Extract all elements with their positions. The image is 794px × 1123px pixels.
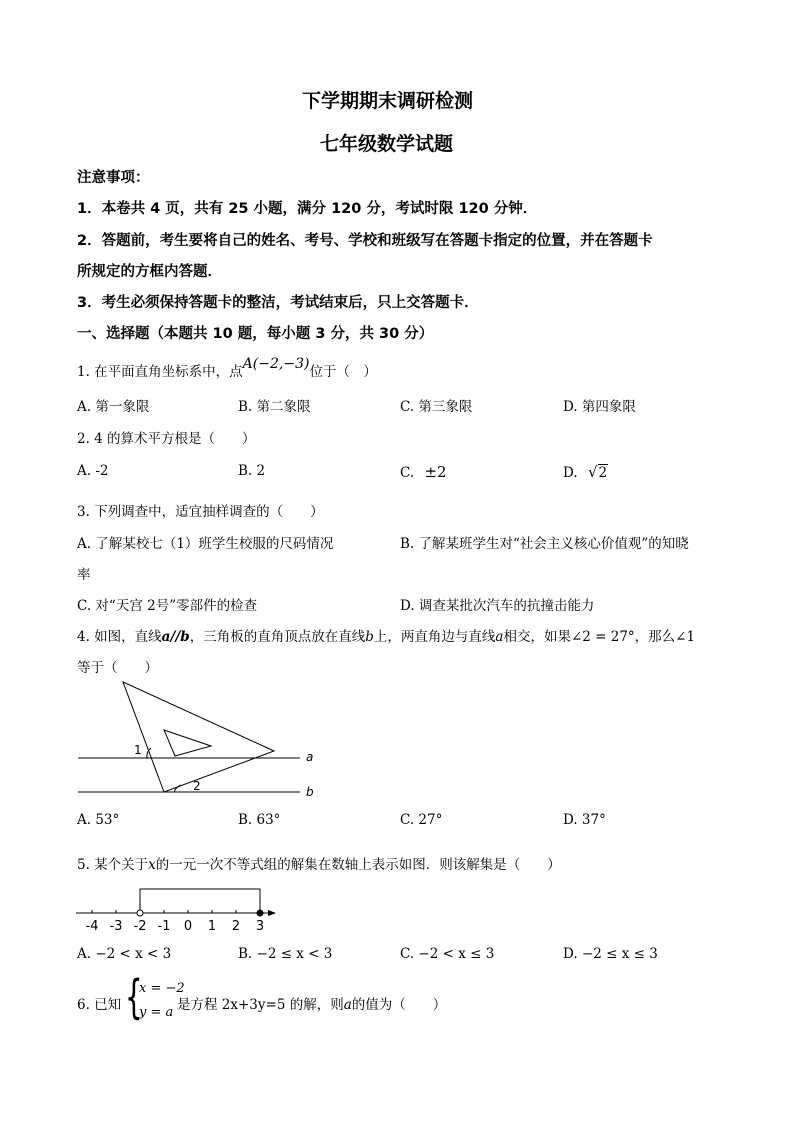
line-b-label: b <box>306 785 314 799</box>
q2-option-d <box>563 463 608 481</box>
tick-label: 3 <box>255 919 265 932</box>
q5-stem-pre: 5. 某个关于 <box>77 857 149 873</box>
q1-stem <box>77 356 377 380</box>
q6-equation-2: y = a <box>139 1005 174 1020</box>
notes-heading: 注意事项： <box>77 170 150 186</box>
q5-stem <box>77 853 561 873</box>
set-square-inner <box>164 730 211 756</box>
q6-stem-mid: 是方程 2x+3y=5 的解，则 <box>177 997 344 1013</box>
q2-option-c <box>400 463 447 481</box>
q4-stem-line1 <box>77 625 695 645</box>
sqrt-symbol: √ <box>587 463 598 481</box>
q3-option-c: C. 对“天宫 2号”零部件的检查 <box>77 598 258 614</box>
q6-equation-1: x = −2 <box>139 981 185 996</box>
q6-stem-post: 的值为（ ） <box>351 997 447 1013</box>
tick-label: -2 <box>133 919 147 932</box>
set-square-outer <box>123 682 274 792</box>
q2-stem: 2. 4 的算术平方根是（ ） <box>77 431 256 447</box>
tick-label: 0 <box>183 919 193 932</box>
tick-label: -1 <box>157 919 171 932</box>
q2-option-d-label: D. <box>563 465 578 481</box>
q3-option-a: A. 了解某校七（1）班学生校服的尺码情况 <box>77 536 334 552</box>
q4-stem-1b: ，三角板的直角顶点放在直线 <box>189 629 366 645</box>
solution-bracket <box>140 889 260 913</box>
q5-option-b: B. −2 ≤ x < 3 <box>238 946 333 962</box>
q3-option-b-cont: 率 <box>77 567 91 583</box>
q5-option-a: A. −2 < x < 3 <box>77 946 172 962</box>
q2-option-a: A. -2 <box>77 463 109 479</box>
q1-point: A(−2,−3) <box>242 356 310 372</box>
q5-stem-post: 的一元一次不等式组的解集在数轴上表示如图．则该解集是（ ） <box>155 857 561 873</box>
angle-2-label: 2 <box>193 779 201 793</box>
page-title: 下学期期末调研检测 <box>302 90 474 112</box>
q1-option-d: D. 第四象限 <box>563 399 636 415</box>
note-3: 3．考生必须保持答题卡的整洁，考试结束后，只上交答题卡． <box>77 295 479 311</box>
q2-option-d-value: 2 <box>598 465 608 481</box>
q5-var-x: x <box>148 857 156 873</box>
line-a-label: a <box>306 750 314 764</box>
q6-stem-rest <box>177 993 446 1013</box>
q4-var-a: a <box>495 629 504 645</box>
q4-stem-1d: 相交，如果∠2 = 27°，那么∠1 <box>503 629 696 645</box>
q2-option-c-label: C. <box>400 465 415 481</box>
q3-stem: 3. 下列调查中，适宜抽样调查的（ ） <box>77 504 324 520</box>
tick-label: -4 <box>85 919 99 932</box>
tick-label: 2 <box>231 919 241 932</box>
q3-option-d: D. 调查某批次汽车的抗撞击能力 <box>400 598 595 614</box>
note-2b: 所规定的方框内答题． <box>77 264 222 280</box>
q1-option-a: A. 第一象限 <box>77 399 150 415</box>
q1-stem-pre: 1. 在平面直角坐标系中，点 <box>77 364 243 380</box>
q5-option-d: D. −2 ≤ x ≤ 3 <box>563 946 658 962</box>
q4-parallel: a//b <box>161 629 190 645</box>
tick-label: -3 <box>109 919 123 932</box>
q2-option-b: B. 2 <box>238 463 266 479</box>
q4-figure <box>70 675 330 810</box>
axis-arrow <box>268 910 276 916</box>
note-1: 1．本卷共 4 页，共有 25 小题，满分 120 分，考试时限 120 分钟． <box>77 201 538 217</box>
q6-system-brace: { <box>125 970 143 1024</box>
q4-option-d: D. 37° <box>563 812 606 828</box>
q4-stem-1a: 4. 如图，直线 <box>77 629 162 645</box>
open-endpoint <box>137 910 143 916</box>
tick-label: 1 <box>207 919 217 932</box>
section-heading: 一、选择题（本题共 10 题，每小题 3 分，共 30 分） <box>77 326 434 342</box>
q5-option-c: C. −2 < x ≤ 3 <box>400 946 495 962</box>
q1-option-b: B. 第二象限 <box>238 399 311 415</box>
page-subtitle: 七年级数学试题 <box>320 133 454 155</box>
q2-option-c-value: ±2 <box>424 463 447 481</box>
q4-option-c: C. 27° <box>400 812 443 828</box>
note-2a: 2．答题前，考生要将自己的姓名、考号、学校和班级写在答题卡指定的位置，并在答题卡 <box>77 233 653 249</box>
q1-stem-post: 位于（ ） <box>309 364 377 380</box>
q1-option-c: C. 第三象限 <box>400 399 473 415</box>
q4-option-b: B. 63° <box>238 812 281 828</box>
closed-endpoint <box>257 910 263 916</box>
q4-option-a: A. 53° <box>77 812 120 828</box>
q4-stem-1c: 上，两直角边与直线 <box>373 629 496 645</box>
q3-option-b: B. 了解某班学生对“社会主义核心价值观”的知晓 <box>400 536 689 552</box>
q5-number-line <box>70 880 285 932</box>
q4-stem-line2: 等于（ ） <box>77 660 158 676</box>
q6-stem-pre: 6. 已知 <box>77 997 122 1013</box>
q6-var-a: a <box>343 997 352 1013</box>
angle-1-label: 1 <box>134 743 142 757</box>
q4-var-b: b <box>365 629 374 645</box>
